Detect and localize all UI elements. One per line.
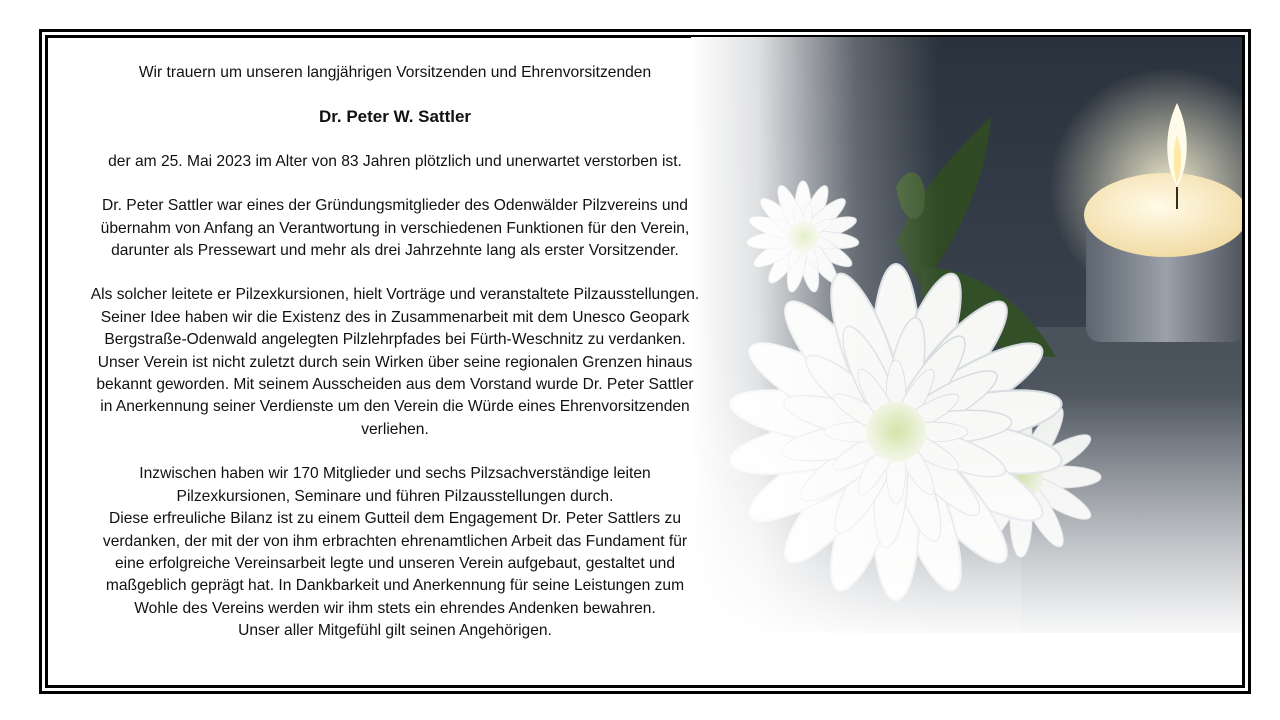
paragraph1-line: darunter als Pressewart und mehr als drei Jahrzehnte lang als erster Vorsitzender. [111, 242, 679, 260]
obituary-text [55, 62, 735, 643]
paragraph2-line: Seiner Idee haben wir die Existenz des in Zusammenarbeit mit dem Unesco Geopark [100, 308, 690, 326]
paragraph2-line: Als solcher leitete er Pilzexkursionen, hielt Vorträge und veranstaltete Pilzausstellungen. [90, 286, 700, 304]
paragraph3-line: maßgeblich geprägt hat. In Dankbarkeit und Anerkennung für seine Leistungen zum [105, 577, 685, 595]
paragraph3-line: Inzwischen haben wir 170 Mitglieder und sechs Pilzsachverständige leiten [139, 465, 651, 483]
paragraph3-line: verdanken, der mit der von ihm erbrachten ehrenamtlichen Arbeit das Fundament für [102, 532, 688, 550]
paragraph3-line: Wohle des Vereins werden wir ihm stets ein ehrendes Andenken bewahren. [134, 599, 656, 617]
paragraph2-line: in Anerkennung seiner Verdienste um den Verein die Würde eines Ehrenvorsitzenden [100, 398, 690, 416]
paragraph1-line: übernahm von Anfang an Verantwortung in verschiedenen Funktionen für den Verein, [100, 219, 690, 237]
paragraph2-line: Unser Verein ist nicht zuletzt durch sein Wirken über seine regionalen Grenzen hinaus [97, 353, 693, 371]
intro-line: Wir trauern um unseren langjährigen Vorsitzenden und Ehrenvorsitzenden [138, 64, 652, 81]
paragraph2-line: verliehen. [361, 420, 429, 438]
paragraph3-line: eine erfolgreiche Vereinsarbeit legte und unseren Verein aufgebaut, gestaltet und [114, 554, 676, 572]
death-line: der am 25. Mai 2023 im Alter von 83 Jahren plötzlich und unerwartet verstorben ist. [108, 152, 682, 170]
paragraph3-line: Diese erfreuliche Bilanz ist zu einem Gutteil dem Engagement Dr. Peter Sattlers zu [108, 510, 682, 528]
deceased-name: Dr. Peter W. Sattler [318, 107, 472, 127]
paragraph3-line: Unser aller Mitgefühl gilt seinen Angehörigen. [238, 622, 552, 640]
paragraph2-line: Bergstraße-Odenwald angelegten Pilzlehrpfades bei Fürth-Weschnitz zu verdanken. [104, 331, 686, 349]
paragraph1-line: Dr. Peter Sattler war eines der Gründungsmitglieder des Odenwälder Pilzvereins und [102, 197, 688, 215]
paragraph3-line: Pilzexkursionen, Seminare und führen Pilzausstellungen durch. [176, 487, 614, 505]
paragraph2-line: bekannt geworden. Mit seinem Ausscheiden aus dem Vorstand wurde Dr. Peter Sattler [96, 376, 694, 394]
memorial-photo [691, 37, 1242, 633]
